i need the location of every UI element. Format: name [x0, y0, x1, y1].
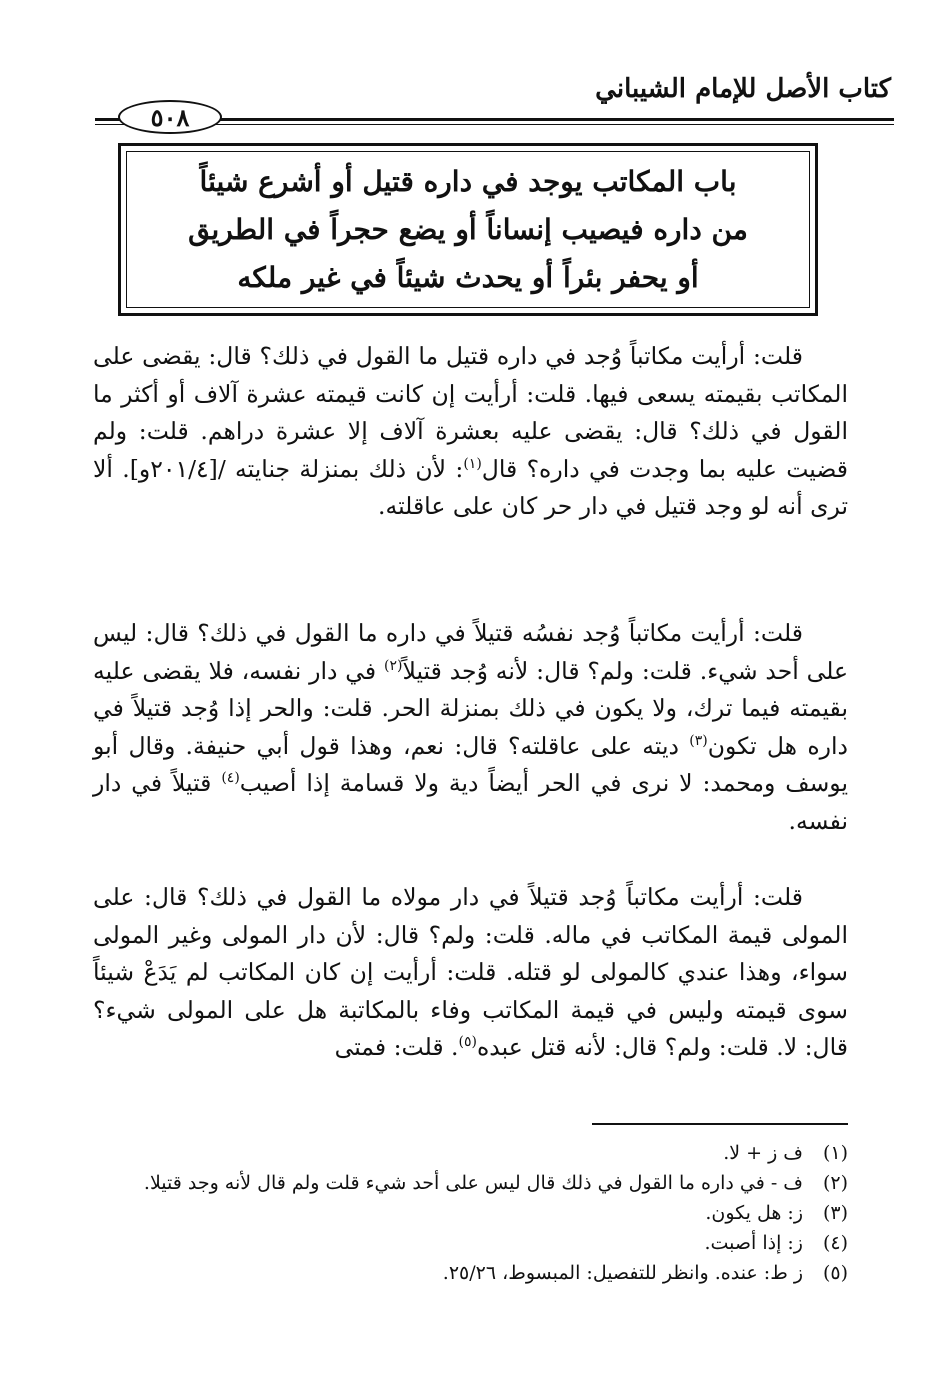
paragraph-3 — [93, 879, 848, 1067]
footnote-marker: (١) — [463, 455, 482, 472]
footnote-marker: (٣) — [689, 732, 708, 749]
paragraph-text: ديته على عاقلته؟ قال: نعم، وهذا قول أبي حنيفة. وقال أبو يوسف ومحمد: لا نرى في الحر أيضاً دية ولا قسامة إذا أصيب — [93, 731, 848, 797]
footnote-text: ز ط: عنده. وانظر للتفصيل: المبسوط، ٢٥/٢٦. — [442, 1262, 803, 1284]
chapter-title-frame — [126, 151, 810, 308]
footnote-number: (١) — [822, 1142, 848, 1164]
footnote-number: (٥) — [822, 1262, 848, 1284]
footnote-marker: (٤) — [221, 770, 240, 787]
footnote-marker: (٥) — [458, 1034, 477, 1051]
footnote-number: (٤) — [822, 1232, 848, 1254]
chapter-title-line-1: باب المكاتب يوجد في داره قتيل أو أشرع شيئاً — [199, 164, 737, 198]
footnote-text: ز: هل يكون. — [705, 1202, 803, 1224]
chapter-title-line-2: من داره فيصيب إنساناً أو يضع حجراً في الطريق — [188, 212, 748, 246]
footnote-item — [80, 1198, 848, 1228]
footnote-number: (٣) — [822, 1202, 848, 1224]
paragraph-text: : لأن ذلك بمنزلة جنايته /[٢٠١/٤و]. ألا ترى أنه لو وجد قتيل في دار حر كان على عاقلته. — [93, 454, 848, 520]
footnote-text: ف - في داره ما القول في ذلك قال ليس على أحد شيء قلت ولم قال لأنه وجد قتيلا. — [143, 1172, 803, 1194]
paragraph-text: قلت: أرأيت مكاتباً وُجد نفسُه قتيلاً في داره ما القول في ذلك؟ قال: ليس على أحد شيء. قلت: ولم؟ قال: لأنه وُجد قتيلاً — [93, 619, 848, 685]
footnote-item — [80, 1258, 848, 1288]
paragraph-text: قلت: أرأيت مكاتباً وُجد في داره قتيل ما القول في ذلك؟ قال: يقضى على المكاتب بقيمته يسعى فيها. قلت: أرأيت إن كانت قيمته عشرة آلاف أو أكثر ما القول في ذلك؟ قال: يقضى عليه بعشرة آلاف إلا عشرة دراهم. قلت: ولم قضيت عليه بما وجدت في داره؟ قال — [93, 342, 849, 483]
paragraph-2 — [93, 615, 848, 840]
footnote-item — [80, 1228, 848, 1258]
footnotes — [80, 1138, 848, 1288]
paragraph-text: في دار نفسه، فلا يقضى عليه بقيمته فيما ترك، ولا يكون في ذلك بمنزلة الحر. قلت: والحر إذا وُجد قتيلاً في داره هل تكون — [93, 656, 848, 760]
footnote-number: (٢) — [822, 1172, 848, 1194]
paragraph-text: قتيلاً في دار نفسه. — [93, 769, 848, 835]
footnote-text: ف ز + لا. — [723, 1142, 803, 1164]
footnote-separator — [592, 1123, 848, 1125]
chapter-title-line-3: أو يحفر بئراً أو يحدث شيئاً في غير ملكه — [237, 260, 699, 294]
paragraph-1 — [93, 338, 848, 526]
paragraph-text: قلت: أرأيت مكاتباً وُجد قتيلاً في دار مولاه ما القول في ذلك؟ قال: على المولى قيمة المكاتب في ماله. قلت: ولم؟ قال: لأن دار المولى وغير المولى سواء، وهذا عندي كالمولى لو قتله. قلت: أرأيت إن كان المكاتب لم يَدَعْ شيئاً سوى قيمته وليس في قيمة المكاتب وفاء بالمكاتبة هل على المولى شيء؟ قال: لا. قلت: ولم؟ قال: لأنه قتل عبده — [93, 883, 848, 1061]
page-number: ٥٠٨ — [118, 100, 222, 134]
paragraph-text: . قلت: فمتى — [334, 1033, 459, 1061]
running-title: كتاب الأصل للإمام الشيباني — [595, 74, 891, 104]
footnote-marker: (٢) — [383, 657, 403, 674]
footnote-text: ز: إذا أصبت. — [704, 1232, 803, 1254]
chapter-title-box — [118, 143, 818, 316]
footnote-item — [80, 1168, 848, 1198]
footnote-item — [80, 1138, 848, 1168]
